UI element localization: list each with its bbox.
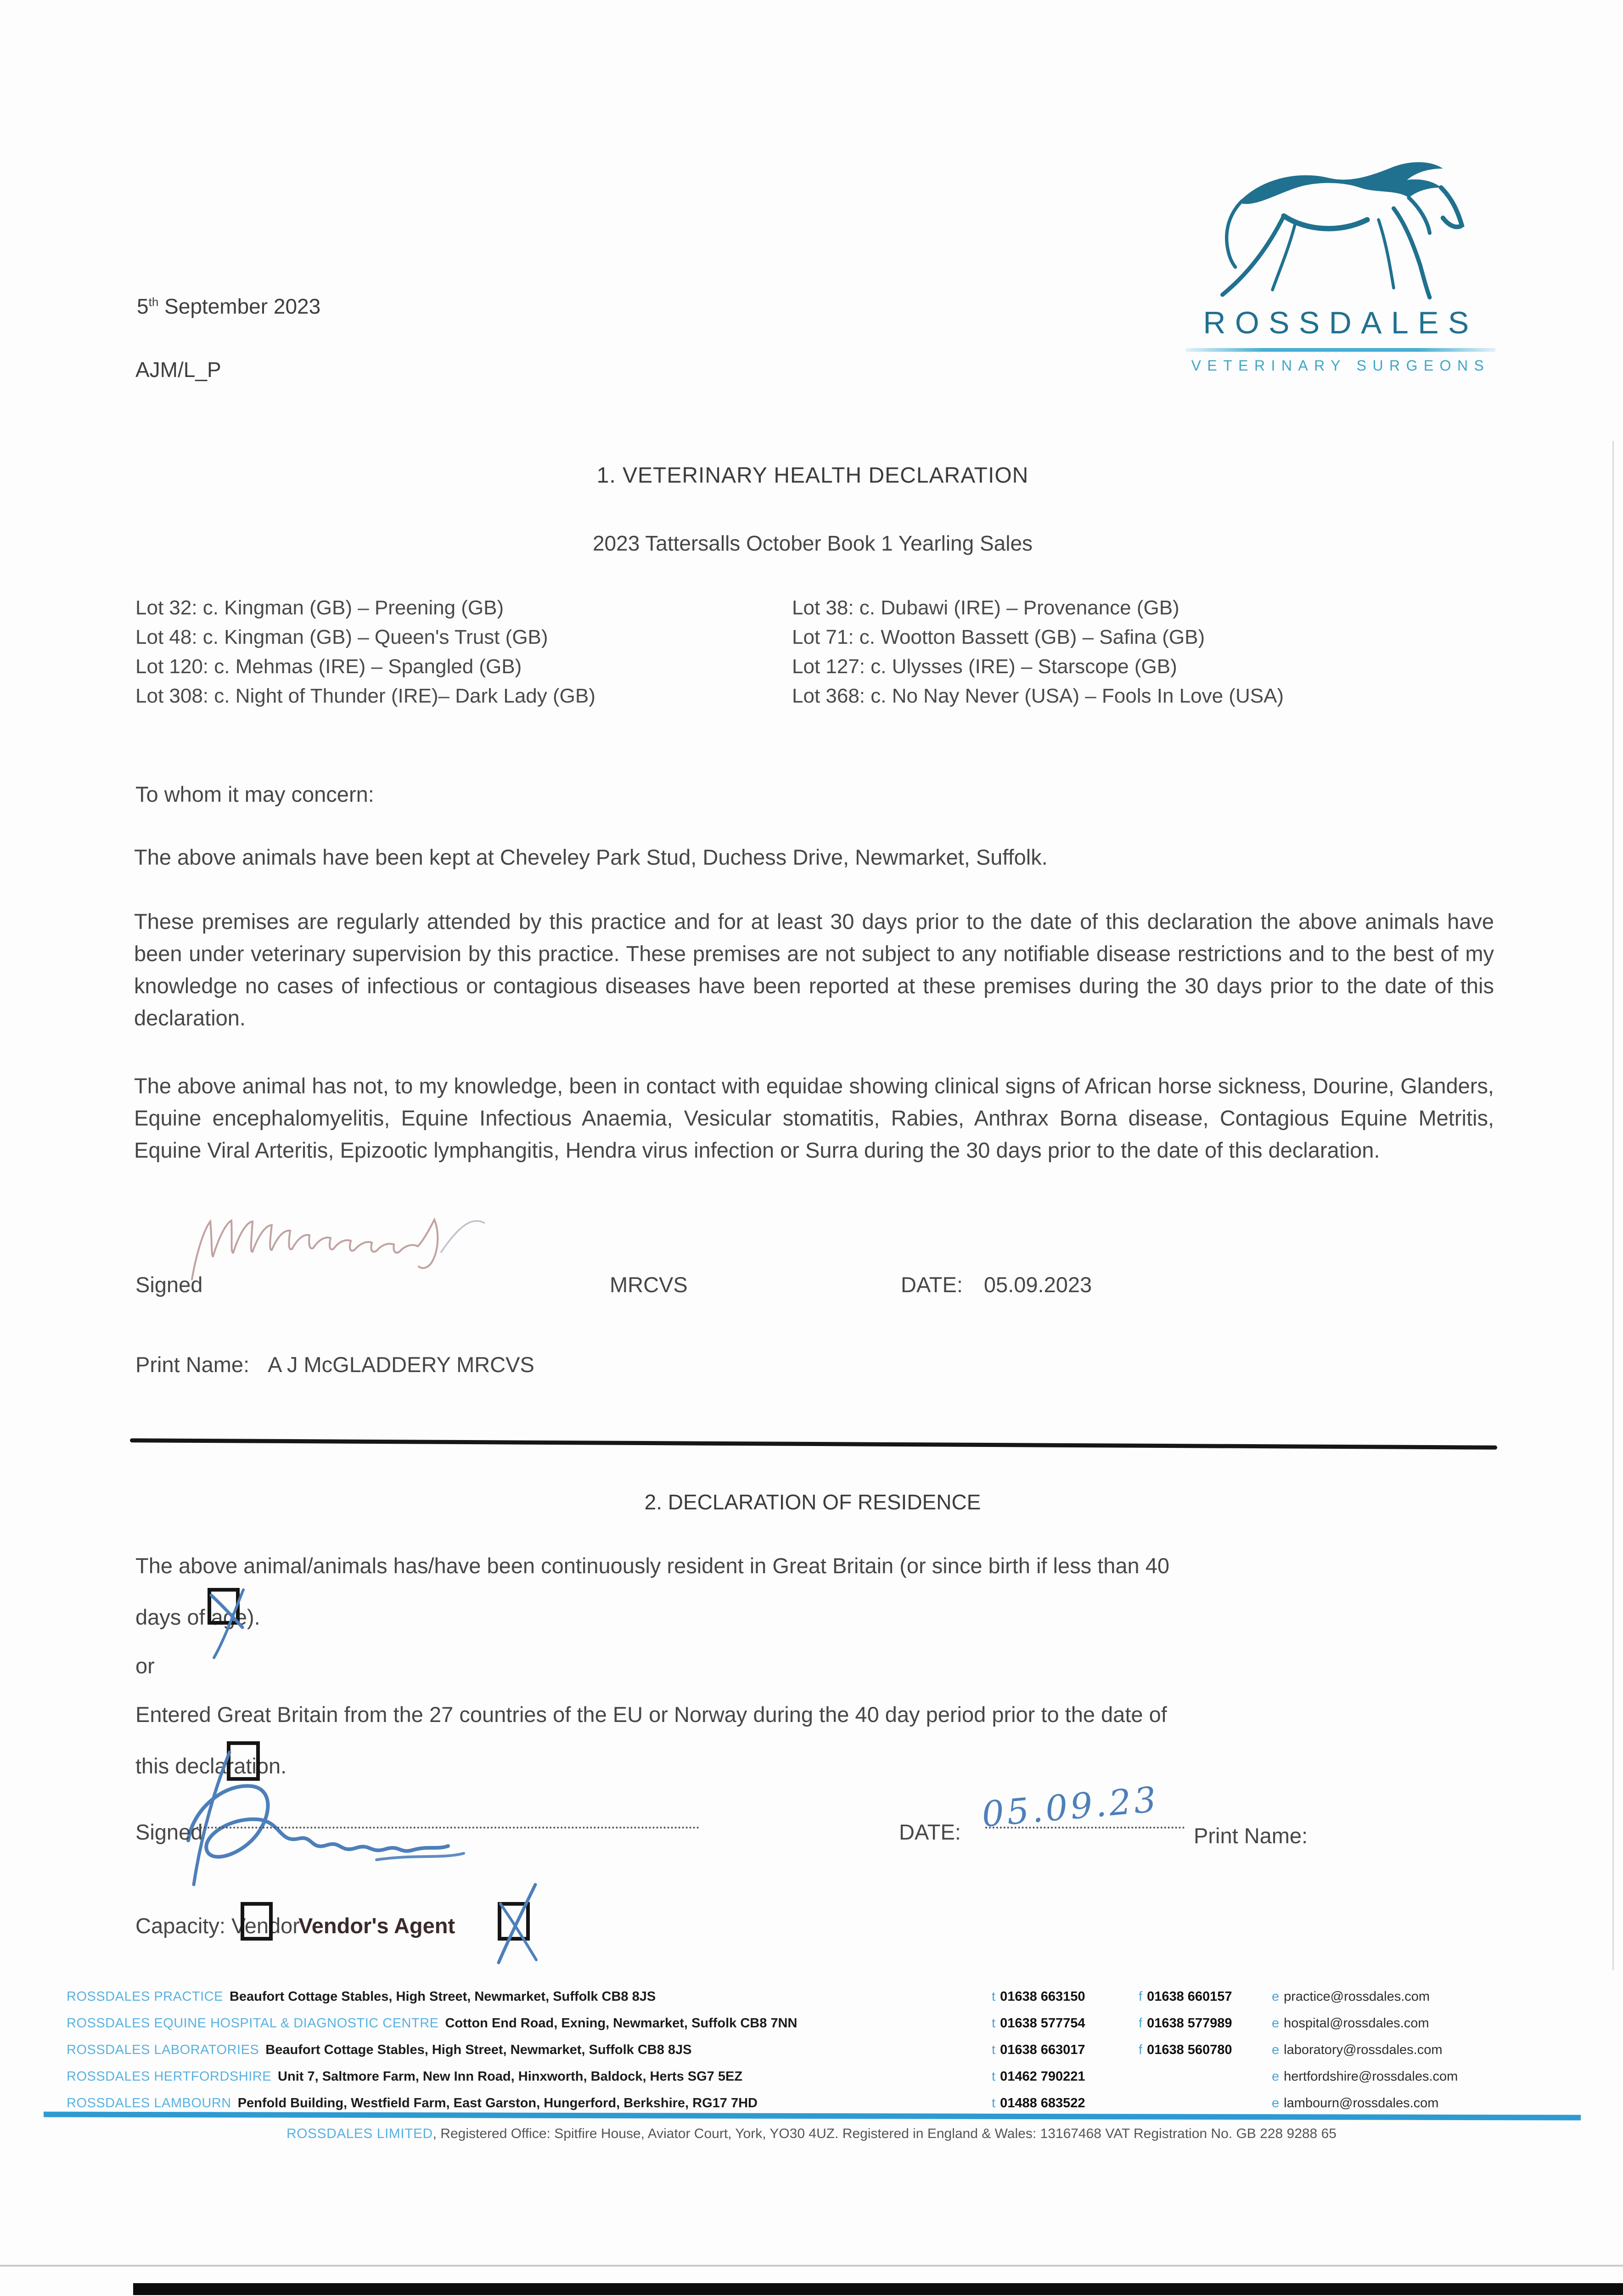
lot-entry: Lot 48: c. Kingman (GB) – Queen's Trust (GB) [135, 626, 548, 648]
vendor-agent-signature [161, 1744, 528, 1896]
footer-phone: t 01638 663150 [992, 1989, 1085, 2004]
footer-office-name: ROSSDALES LAMBOURN [67, 2096, 231, 2110]
rossdales-horse-icon [1189, 152, 1492, 303]
letter-date-day: 5 [137, 294, 149, 318]
email-prefix-icon: e [1272, 1989, 1280, 2004]
signature-dotted-line [197, 1827, 699, 1829]
footer-office-name: ROSSDALES PRACTICE [67, 1989, 223, 2004]
footer-office-name: ROSSDALES LABORATORIES [67, 2043, 259, 2057]
fax-prefix-icon: f [1139, 1989, 1143, 2004]
lot-entry: Lot 71: c. Wootton Bassett (GB) – Safina (GB) [792, 626, 1205, 648]
date-row-1 [901, 1272, 1092, 1297]
rossdales-logo [1185, 152, 1497, 374]
print-name-value-1: A J McGLADDERY MRCVS [268, 1352, 534, 1377]
date-value-1: 05.09.2023 [983, 1272, 1092, 1297]
paragraph-kept-at: The above animals have been kept at Cheveley Park Stud, Duchess Drive, Newmarket, Suffolk. [134, 845, 1048, 869]
lot-list-right [792, 593, 1284, 711]
lot-entry: Lot 368: c. No Nay Never (USA) – Fools In Love (USA) [792, 685, 1284, 707]
footer-office-address: Beaufort Cottage Stables, High Street, Newmarket, Suffolk CB8 8JS [229, 1989, 656, 2004]
footer-email: e laboratory@rossdales.com [1272, 2043, 1443, 2057]
vendor-checkbox [241, 1902, 273, 1941]
letter-date [137, 294, 320, 319]
footer-office-address: Unit 7, Saltmore Farm, New Inn Road, Hinxworth, Baldock, Herts SG7 5EZ [278, 2069, 743, 2084]
print-name-label-2: Print Name: [1194, 1823, 1308, 1848]
residence-statement-line1: The above animal/animals has/have been continuously resident in Great Britain (or since birth if less than 40 [135, 1553, 1170, 1578]
letter-date-suffix: th [148, 295, 159, 309]
or-text: or [135, 1654, 155, 1678]
paragraph-diseases: The above animal has not, to my knowledge, been in contact with equidae showing clinical signs of African horse sickness, Dourine, Glanders, Equine encephalomyelitis, Equine Infectious Anaemia, Vesicular stomatitis, Rabies, Anthrax Borna disease, Contagious Equine Metritis, Equine Viral Arteritis, Epizootic lymphangitis, Hendra virus infection or Surra during the 30 days prior to the date of this declaration. [134, 1074, 1494, 1162]
date-dotted-line [985, 1827, 1185, 1829]
telephone-prefix-icon: t [992, 2096, 996, 2110]
vet-signature [184, 1198, 496, 1289]
footer-office-row [67, 2016, 1623, 2040]
footer-email: e practice@rossdales.com [1272, 1989, 1430, 2004]
footer-email: e hospital@rossdales.com [1272, 2016, 1429, 2031]
paragraph-premises: These premises are regularly attended by this practice and for at least 30 days prior to the date of this declaration the above animals have been under veterinary supervision by this practice. These premises are not subject to any notifiable disease restrictions and to the best of my knowledge no cases of infectious or contagious diseases have been reported at these premises during the 30 days prior to the date of this declaration. [134, 909, 1494, 1030]
footer-office-row [67, 2043, 1623, 2066]
email-prefix-icon: e [1272, 2096, 1280, 2110]
capacity-label: Capacity: Vendor [135, 1913, 300, 1938]
footer-phone: t 01638 663017 [992, 2043, 1085, 2057]
date-label-1: DATE: [901, 1272, 963, 1297]
lot-entry: Lot 127: c. Ulysses (IRE) – Starscope (GB) [792, 655, 1177, 678]
fax-prefix-icon: f [1139, 2043, 1143, 2057]
fax-prefix-icon: f [1139, 2016, 1143, 2031]
footer-office-row [67, 2069, 1623, 2093]
print-name-row-1 [135, 1352, 534, 1377]
footer-office-address: Cotton End Road, Exning, Newmarket, Suffolk CB8 7NN [445, 2016, 797, 2031]
salutation: To whom it may concern: [135, 782, 374, 806]
section-divider-line [130, 1438, 1497, 1450]
entered-statement-line1: Entered Great Britain from the 27 countries of the EU or Norway during the 40 day period prior to the date of [135, 1702, 1167, 1727]
footer-office-name: ROSSDALES HERTFORDSHIRE [67, 2069, 272, 2084]
lot-entry: Lot 120: c. Mehmas (IRE) – Spangled (GB) [135, 655, 522, 678]
signed-label-2: Signed [135, 1820, 203, 1844]
section1-subheading: 2023 Tattersalls October Book 1 Yearling Sales [592, 531, 1033, 555]
agent-checkbox-x-mark [491, 1877, 542, 1969]
footer-fax: f 01638 660157 [1139, 1989, 1232, 2004]
footer-office-address: Beaufort Cottage Stables, High Street, Newmarket, Suffolk CB8 8JS [265, 2043, 692, 2057]
footer-fax: f 01638 560780 [1139, 2043, 1232, 2057]
lot-list-left [135, 593, 595, 711]
footer-email: e hertfordshire@rossdales.com [1272, 2069, 1458, 2084]
email-prefix-icon: e [1272, 2069, 1280, 2084]
footer-office-name: ROSSDALES EQUINE HOSPITAL & DIAGNOSTIC CENTRE [67, 2016, 439, 2031]
footer-office-row [67, 1989, 1623, 2013]
footer-office-address: Penfold Building, Westfield Farm, East Garston, Hungerford, Berkshire, RG17 7HD [237, 2096, 758, 2110]
mrcvs-label: MRCVS [610, 1272, 688, 1297]
letter-date-rest: September 2023 [158, 294, 321, 318]
email-prefix-icon: e [1272, 2016, 1280, 2031]
scan-artifact-edge [1612, 441, 1614, 1970]
telephone-prefix-icon: t [992, 2069, 996, 2084]
footer-phone: t 01638 577754 [992, 2016, 1085, 2031]
lot-entry: Lot 308: c. Night of Thunder (IRE)– Dark Lady (GB) [135, 685, 595, 707]
footer-phone: t 01462 790221 [992, 2069, 1085, 2084]
logo-divider [1185, 348, 1496, 352]
telephone-prefix-icon: t [992, 2043, 996, 2057]
entered-statement-line2: this declaration. [135, 1754, 287, 1778]
footer-email: e lambourn@rossdales.com [1272, 2096, 1439, 2110]
registered-company-details: , Registered Office: Spitfire House, Aviator Court, York, YO30 4UZ. Registered in England & Wales: 13167468 VAT Registration No. GB 228 9288 65 [432, 2126, 1337, 2141]
date-label-2: DATE: [899, 1820, 961, 1844]
telephone-prefix-icon: t [992, 2016, 996, 2031]
lot-entry: Lot 38: c. Dubawi (IRE) – Provenance (GB) [792, 597, 1179, 619]
scan-artifact-bar [133, 2283, 1623, 2295]
rossdales-logo-wordmark: ROSSDALES [1203, 305, 1478, 340]
section2-heading: 2. DECLARATION OF RESIDENCE [644, 1490, 981, 1514]
registered-company-name: ROSSDALES LIMITED [286, 2126, 433, 2141]
lot-entry: Lot 32: c. Kingman (GB) – Preening (GB) [135, 597, 504, 619]
vendors-agent-label: Vendor's Agent [298, 1913, 455, 1938]
footer-fax: f 01638 577989 [1139, 2016, 1232, 2031]
email-prefix-icon: e [1272, 2043, 1280, 2057]
section1-heading: 1. VETERINARY HEALTH DECLARATION [596, 463, 1029, 488]
signed-label-1: Signed [135, 1272, 203, 1297]
letter-reference: AJM/L_P [135, 358, 221, 382]
telephone-prefix-icon: t [992, 1989, 996, 2004]
residence-checkbox-x-mark [205, 1583, 251, 1661]
footer-phone: t 01488 683522 [992, 2096, 1085, 2110]
scan-artifact-line [0, 2265, 1623, 2267]
handwritten-date: 05.09.23 [980, 1778, 1161, 1835]
print-name-label-1: Print Name: [135, 1352, 250, 1377]
registered-office-line [0, 2126, 1623, 2142]
residence-statement-line2: days of age). [135, 1605, 260, 1629]
rossdales-logo-tagline: VETERINARY SURGEONS [1191, 357, 1490, 374]
